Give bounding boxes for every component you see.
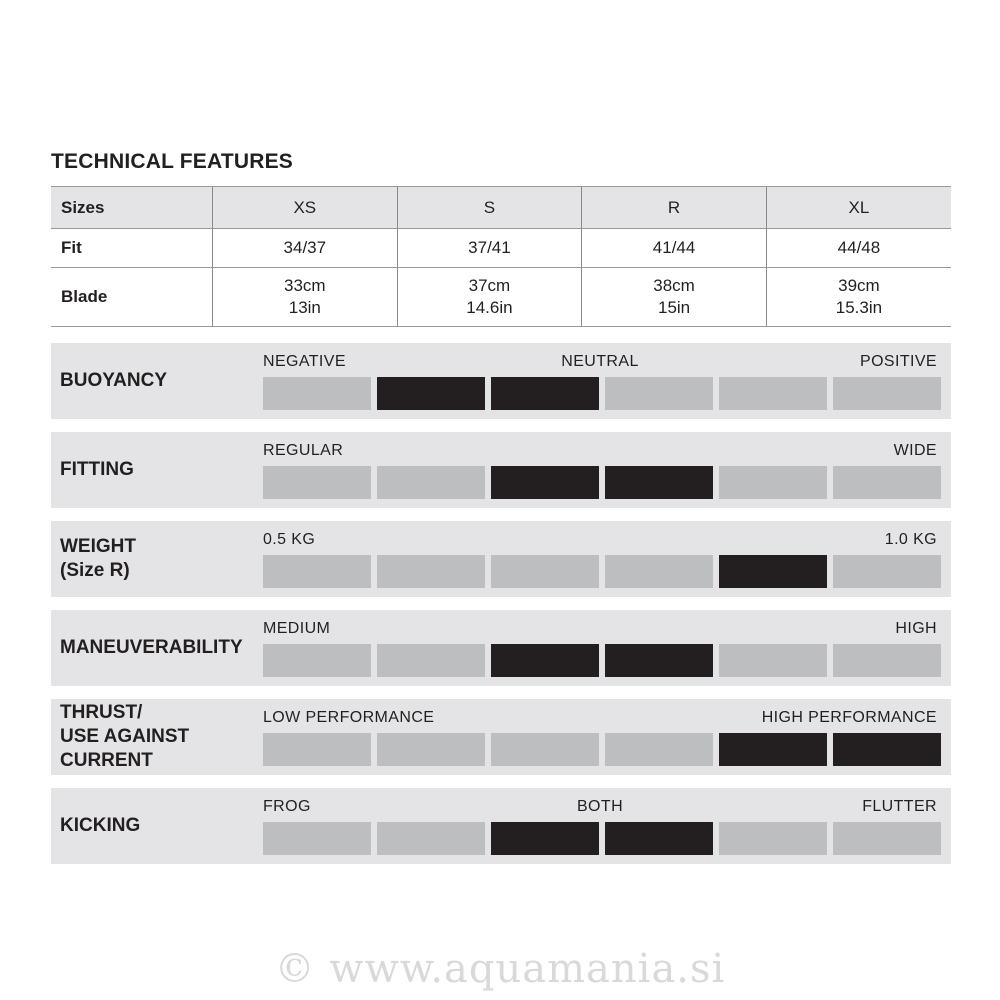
rating-segment-filled — [491, 822, 599, 855]
scale-labels — [263, 798, 937, 818]
size-table-cell-line: R — [667, 197, 681, 217]
size-table-cell — [766, 187, 951, 229]
size-table-row-fit — [51, 229, 951, 268]
size-table-cell-line: 38cm — [653, 276, 695, 295]
watermark: © www.aquamania.si — [274, 946, 726, 992]
size-table-cell — [766, 268, 951, 327]
scale-mid-label: BOTH — [576, 798, 624, 815]
rating-segment-empty — [719, 644, 827, 677]
size-table-cell — [582, 229, 767, 268]
feature-row — [51, 699, 951, 775]
scale-min-label: NEGATIVE — [263, 353, 346, 370]
size-table-cell — [397, 268, 582, 327]
rating-bar — [263, 644, 941, 677]
scale-mid-label: NEUTRAL — [561, 353, 639, 370]
size-table-cell — [582, 268, 767, 327]
size-table-cell — [213, 187, 398, 229]
rating-segment-empty — [719, 822, 827, 855]
size-table-cell-line: 33cm — [284, 276, 326, 295]
size-table-cell-line: 41/44 — [652, 238, 696, 257]
rating-segment-empty — [377, 466, 485, 499]
size-table-cell — [766, 229, 951, 268]
size-table — [51, 186, 951, 327]
size-table-cell-line: 15in — [657, 298, 691, 317]
scale-max-label: HIGH PERFORMANCE — [761, 709, 937, 726]
feature-row — [51, 521, 951, 597]
rating-segment-empty — [833, 822, 941, 855]
rating-segment-empty — [719, 377, 827, 410]
rating-segment-empty — [377, 644, 485, 677]
scale-max-label: WIDE — [893, 442, 937, 459]
feature-row — [51, 610, 951, 686]
size-table-cell-line: XL — [848, 197, 870, 217]
rating-segment-empty — [263, 644, 371, 677]
scale-min-label: FROG — [263, 798, 311, 815]
rating-segment-empty — [833, 466, 941, 499]
size-table-cell-line: 37cm — [468, 276, 511, 295]
feature-row — [51, 788, 951, 864]
size-table-row-label: Blade — [51, 268, 213, 327]
size-table-cell-line: 13in — [288, 298, 321, 317]
size-table-row-label: Sizes — [51, 187, 213, 229]
rating-bar — [263, 466, 941, 499]
rating-segment-empty — [833, 377, 941, 410]
scale-min-label: LOW PERFORMANCE — [263, 709, 435, 726]
rating-segment-empty — [491, 733, 599, 766]
rating-bar — [263, 377, 941, 410]
size-table-row-label: Fit — [51, 229, 213, 268]
rating-segment-filled — [491, 377, 599, 410]
rating-bar — [263, 822, 941, 855]
size-table-row-blade — [51, 268, 951, 327]
rating-segment-empty — [263, 733, 371, 766]
rating-segment-filled — [833, 733, 941, 766]
size-table-cell — [213, 229, 398, 268]
rating-segment-empty — [833, 644, 941, 677]
size-table-cell-line: 39cm — [838, 276, 880, 295]
rating-segment-empty — [377, 733, 485, 766]
size-table-cell-line: 34/37 — [283, 238, 327, 257]
size-table-cell — [213, 268, 398, 327]
rating-segment-empty — [377, 822, 485, 855]
scale-max-label: POSITIVE — [860, 353, 937, 370]
feature-label: BUOYANCY — [60, 370, 167, 391]
size-table-cell-line: 37/41 — [468, 238, 511, 257]
rating-segment-empty — [605, 733, 713, 766]
rating-segment-empty — [263, 466, 371, 499]
rating-segment-empty — [263, 377, 371, 410]
feature-ratings — [51, 343, 951, 877]
rating-segment-empty — [605, 377, 713, 410]
rating-segment-filled — [491, 466, 599, 499]
size-table-cell-line: 15.3in — [835, 298, 883, 317]
size-table-cell — [397, 187, 582, 229]
scale-min-label: MEDIUM — [263, 620, 331, 637]
scale-labels — [263, 531, 937, 551]
scale-labels — [263, 620, 937, 640]
scale-min-label: 0.5 KG — [263, 531, 316, 548]
feature-label: MANEUVERABILITY — [60, 637, 243, 658]
scale-max-label: FLUTTER — [862, 798, 937, 815]
feature-label: FITTING — [60, 459, 134, 480]
page-title: TECHNICAL FEATURES — [51, 150, 293, 173]
size-table-cell-line: S — [483, 197, 496, 217]
size-table-cell — [582, 187, 767, 229]
feature-label: WEIGHT (Size R) — [60, 536, 136, 581]
size-table-cell-line: 14.6in — [466, 298, 513, 317]
rating-segment-filled — [605, 822, 713, 855]
rating-segment-filled — [719, 733, 827, 766]
size-table-row-sizes — [51, 187, 951, 229]
feature-row — [51, 432, 951, 508]
scale-min-label: REGULAR — [263, 442, 344, 459]
rating-segment-empty — [605, 555, 713, 588]
scale-max-label: HIGH — [895, 620, 937, 637]
rating-segment-empty — [491, 555, 599, 588]
size-table-cell — [397, 229, 582, 268]
rating-segment-empty — [263, 822, 371, 855]
rating-segment-empty — [833, 555, 941, 588]
rating-segment-empty — [719, 466, 827, 499]
rating-bar — [263, 733, 941, 766]
feature-label: THRUST/ USE AGAINST CURRENT — [60, 702, 190, 771]
feature-label: KICKING — [60, 815, 141, 836]
rating-segment-empty — [263, 555, 371, 588]
size-table-cell-line: XS — [293, 197, 317, 217]
feature-row — [51, 343, 951, 419]
rating-segment-filled — [605, 466, 713, 499]
scale-max-label: 1.0 KG — [884, 531, 937, 548]
rating-bar — [263, 555, 941, 588]
rating-segment-filled — [377, 377, 485, 410]
size-table-cell-line: 44/48 — [837, 238, 881, 257]
rating-segment-empty — [377, 555, 485, 588]
scale-labels — [263, 709, 937, 729]
rating-segment-filled — [605, 644, 713, 677]
scale-labels — [263, 442, 937, 462]
scale-labels — [263, 353, 937, 373]
rating-segment-filled — [719, 555, 827, 588]
rating-segment-filled — [491, 644, 599, 677]
